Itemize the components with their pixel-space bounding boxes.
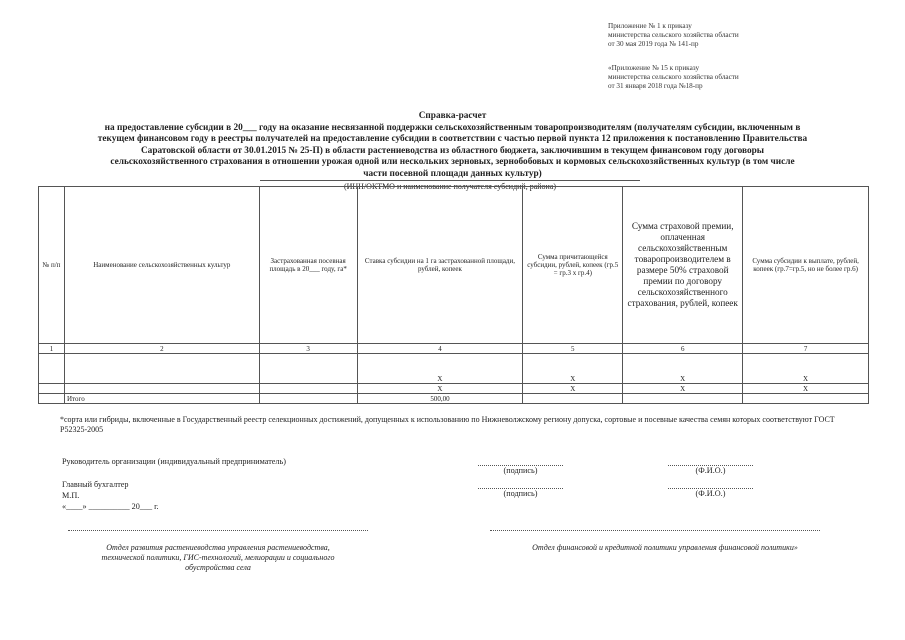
table-cell: X [357, 354, 523, 384]
title-line: части посевной площади данных культур) [363, 168, 542, 179]
title-line: сельскохозяйственного страхования в отношении урожая одной или нескольких зерновых, зернобобовых и кормовых сельскохозяйственных культур (в том числе [110, 157, 795, 168]
appendix-line: министерства сельского хозяйства области [608, 73, 739, 81]
header-cell: Наименование сельскохозяйственных культур [64, 187, 259, 344]
total-label: Итого [64, 394, 259, 404]
table-cell[interactable] [39, 384, 65, 394]
table-cell[interactable] [39, 354, 65, 384]
table-cell [39, 394, 65, 404]
column-number: 3 [259, 344, 357, 354]
footer-divider [490, 530, 820, 531]
appendix-line: от 30 мая 2019 года № 141-пр [608, 40, 699, 48]
footer-divider [68, 530, 368, 531]
column-number: 2 [64, 344, 259, 354]
table-cell: X [623, 384, 743, 394]
recipient-caption: (ИНН/ОКТМО и наименование получателя субсидий, района) [260, 180, 640, 191]
column-number: 7 [743, 344, 869, 354]
header-cell: Ставка субсидии на 1 га застрахованной площади, рублей, копеек [357, 187, 523, 344]
table-cell: X [623, 354, 743, 384]
accountant-label: Главный бухгалтер [62, 480, 129, 489]
header-cell: № п/п [39, 187, 65, 344]
table-cell[interactable] [64, 354, 259, 384]
title-line: текущем финансовом году в реестры получателей на предоставление субсидии в соответствии с частью первой пункта 12 приложения к постановлению Правительства [97, 134, 808, 145]
table-cell: X [523, 354, 623, 384]
table-cell [523, 394, 623, 404]
total-row [39, 394, 869, 404]
footer-left [68, 543, 368, 573]
total-value: 500,00 [357, 394, 523, 404]
table-cell [743, 394, 869, 404]
table-cell[interactable] [64, 384, 259, 394]
appendix-line: «Приложение № 15 к приказу [608, 64, 700, 72]
signature-line [478, 480, 563, 489]
header-cell: Застрахованная посевная площадь в 20___ году, га* [259, 187, 357, 344]
appendix-line: министерства сельского хозяйства области [608, 31, 739, 39]
footer-left-line: Отдел развития растениеводства управления растениеводства, [106, 543, 330, 552]
footer-right: Отдел финансовой и кредитной политики управления финансовой политики» [532, 543, 798, 552]
column-number: 5 [523, 344, 623, 354]
name-line [668, 480, 753, 489]
column-number-row [39, 344, 869, 354]
table-cell: X [743, 384, 869, 394]
appendix-line: от 31 января 2018 года №18-пр [608, 82, 703, 90]
signature-line [478, 457, 563, 466]
footnote: *сорта или гибриды, включенные в Государственный реестр селекционных достижений, допущенных к использованию по Нижневолжскому региону допуска, сортовые и посевные качества семян которых соответствуют ГОСТ Р52325-2005 [60, 415, 835, 434]
name-caption: (Ф.И.О.) [695, 466, 726, 475]
header-cell: Сумма причитающейся субсидии, рублей, копеек (гр.5 = гр.3 х гр.4) [523, 187, 623, 344]
title-line: Саратовской области от 30.01.2015 № 25-П) в области растениеводства из областного бюджета, заключившим в текущем финансовом году договоры [140, 145, 765, 156]
footer-left-line: обустройства села [185, 563, 251, 572]
column-number: 4 [357, 344, 523, 354]
signature-caption: (подпись) [503, 466, 538, 475]
name-line [668, 457, 753, 466]
head-signature-label: Руководитель организации (индивидуальный предприниматель) [62, 457, 286, 466]
column-number: 1 [39, 344, 65, 354]
name-caption: (Ф.И.О.) [695, 489, 726, 498]
table-row [39, 354, 869, 384]
table-row [39, 384, 869, 394]
stamp-label: М.П. [62, 491, 80, 500]
table-cell: X [357, 384, 523, 394]
table-cell [259, 394, 357, 404]
table-cell: X [743, 354, 869, 384]
date-field: «____» __________ 20___ г. [62, 502, 159, 511]
table-cell [623, 394, 743, 404]
document-title [40, 111, 865, 181]
table-cell[interactable] [259, 354, 357, 384]
header-cell: Сумма страховой премии, оплаченная сельскохозяйственным товаропроизводителем в размере 50% страховой премии по договору сельскохозяйственного страхования, рублей, копеек [623, 187, 743, 344]
table-cell[interactable] [259, 384, 357, 394]
column-number: 6 [623, 344, 743, 354]
footer-left-line: технической политики, ГИС-технологий, мелиорации и социального [101, 553, 335, 562]
title-line: Справка-расчет [418, 111, 487, 121]
header-cell: Сумма субсидии к выплате, рублей, копеек (гр.7=гр.5, но не более гр.6) [743, 187, 869, 344]
table-cell: X [523, 384, 623, 394]
appendix-block [608, 22, 739, 91]
table-header-row [39, 187, 869, 344]
appendix-line: Приложение № 1 к приказу [608, 22, 692, 30]
subsidy-table [38, 186, 869, 404]
title-line: на предоставление субсидии в 20___ году на оказание несвязанной поддержки сельскохозяйственным товаропроизводителям (получателям субсидии, включенным в [104, 122, 801, 133]
signature-caption: (подпись) [503, 489, 538, 498]
